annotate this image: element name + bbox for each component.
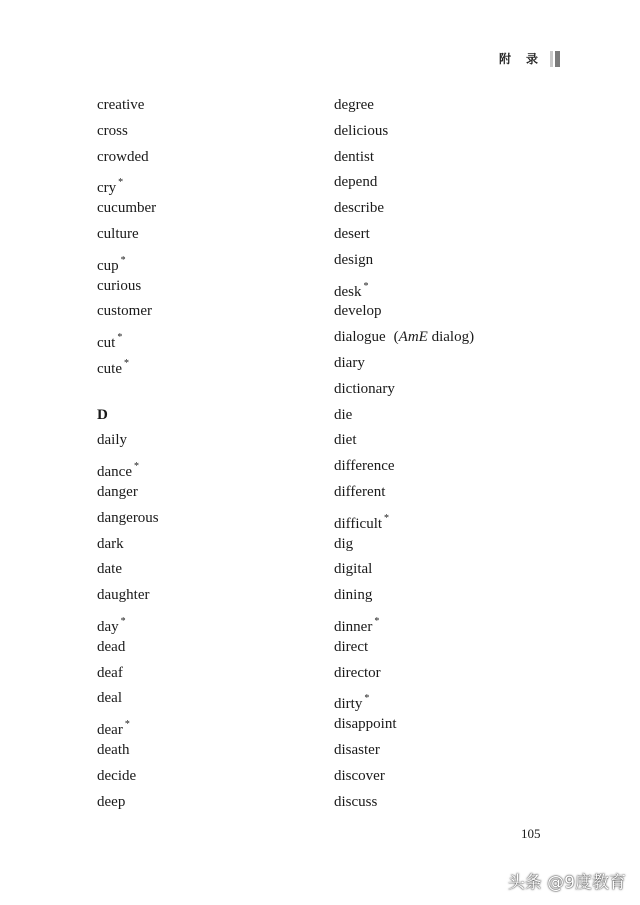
word-entry <box>334 557 564 583</box>
word-text: dance <box>97 464 132 481</box>
word-entry <box>334 119 564 145</box>
page-header <box>499 50 560 67</box>
word-text: disappoint <box>334 716 397 733</box>
word-entry <box>97 506 327 532</box>
word-text: cry <box>97 180 117 197</box>
word-text: deaf <box>97 664 123 681</box>
section-letter <box>97 403 327 429</box>
word-entry <box>334 93 564 119</box>
star-mark: * <box>120 254 126 266</box>
word-entry <box>97 583 327 609</box>
word-text: dinner <box>334 618 373 635</box>
star-mark: * <box>124 719 130 731</box>
watermark: 头条 @9度教育 <box>507 873 626 893</box>
word-text: depend <box>334 174 378 191</box>
word-entry <box>334 790 564 816</box>
star-mark: * <box>384 512 390 524</box>
word-text: daughter <box>97 587 150 604</box>
word-text: director <box>334 664 381 681</box>
word-text: difficult <box>334 515 383 532</box>
word-text: danger <box>97 483 138 500</box>
word-text: customer <box>97 303 152 320</box>
word-entry <box>334 274 564 300</box>
word-text: dialogue <box>334 329 386 346</box>
word-entry <box>97 274 327 300</box>
word-entry <box>334 248 564 274</box>
star-mark: * <box>374 615 380 627</box>
word-text: cucumber <box>97 200 157 217</box>
word-entry <box>334 299 564 325</box>
word-text: decide <box>97 767 137 784</box>
word-entry <box>334 661 564 687</box>
word-entry <box>334 145 564 171</box>
word-entry <box>334 506 564 532</box>
word-entry <box>97 119 327 145</box>
word-entry <box>97 351 327 377</box>
word-entry <box>97 93 327 119</box>
word-text: discover <box>334 767 385 784</box>
word-entry <box>97 635 327 661</box>
word-entry <box>97 480 327 506</box>
word-text: desk <box>334 283 362 300</box>
word-entry <box>334 351 564 377</box>
word-entry <box>97 686 327 712</box>
word-text: desert <box>334 225 370 242</box>
word-entry <box>97 248 327 274</box>
word-text: culture <box>97 225 139 242</box>
word-entry <box>97 377 327 403</box>
word-text: dark <box>97 535 124 552</box>
word-entry <box>334 583 564 609</box>
word-text: diet <box>334 432 357 449</box>
word-text: design <box>334 251 374 268</box>
word-text: delicious <box>334 122 389 139</box>
word-text: describe <box>334 200 384 217</box>
word-text: dining <box>334 587 373 604</box>
word-text: dictionary <box>334 380 395 397</box>
word-text: crowded <box>97 148 149 165</box>
word-text: deal <box>97 690 122 707</box>
word-entry <box>97 145 327 171</box>
word-entry <box>334 428 564 454</box>
word-entry <box>97 196 327 222</box>
word-entry <box>97 790 327 816</box>
header-label: 附 录 <box>498 52 544 66</box>
star-mark: * <box>123 357 129 369</box>
word-text: day <box>97 618 119 635</box>
word-entry <box>334 480 564 506</box>
word-entry <box>334 403 564 429</box>
word-entry <box>97 557 327 583</box>
word-entry <box>97 738 327 764</box>
star-mark: * <box>364 693 370 705</box>
word-entry <box>97 222 327 248</box>
header-bar-mark <box>550 51 560 67</box>
word-text: degree <box>334 97 374 113</box>
page-number: 105 <box>521 826 541 841</box>
word-text: death <box>97 741 130 758</box>
star-mark: * <box>118 177 124 189</box>
word-text: die <box>334 406 353 423</box>
word-entry <box>334 222 564 248</box>
word-entry <box>97 764 327 790</box>
word-text: dentist <box>334 148 374 165</box>
word-entry <box>334 686 564 712</box>
word-text: date <box>97 561 122 578</box>
word-entry <box>97 170 327 196</box>
word-text: dangerous <box>97 509 159 526</box>
word-text: D <box>97 406 108 423</box>
word-entry <box>334 712 564 738</box>
word-entry <box>97 454 327 480</box>
word-text: deep <box>97 793 126 810</box>
star-mark: * <box>117 332 123 344</box>
word-text: diary <box>334 354 365 371</box>
word-text: discuss <box>334 793 378 810</box>
word-text: direct <box>334 638 369 655</box>
word-entry <box>97 532 327 558</box>
word-text: cross <box>97 122 128 139</box>
word-entry <box>334 764 564 790</box>
word-text: curious <box>97 277 142 294</box>
word-text: develop <box>334 303 382 320</box>
word-text: dirty <box>334 696 363 713</box>
left-word-column <box>97 93 327 815</box>
star-mark: * <box>120 615 126 627</box>
word-entry <box>97 428 327 454</box>
word-entry <box>334 532 564 558</box>
word-entry <box>334 738 564 764</box>
star-mark: * <box>133 461 139 473</box>
word-text: cut <box>97 335 116 352</box>
word-entry <box>97 661 327 687</box>
word-entry <box>97 712 327 738</box>
word-text: dig <box>334 535 354 552</box>
word-entry <box>97 609 327 635</box>
star-mark: * <box>363 280 369 292</box>
right-word-column <box>334 93 564 815</box>
word-entry <box>97 299 327 325</box>
word-entry <box>334 377 564 403</box>
word-text: dear <box>97 722 123 739</box>
word-entry <box>334 196 564 222</box>
word-entry <box>334 635 564 661</box>
word-text: dead <box>97 638 126 655</box>
word-text: daily <box>97 432 127 449</box>
word-entry <box>334 325 564 351</box>
word-text: creative <box>97 97 145 113</box>
word-text: digital <box>334 561 373 578</box>
word-text: difference <box>334 458 395 475</box>
word-text: cup <box>97 257 119 274</box>
word-text: cute <box>97 360 122 377</box>
word-entry <box>97 325 327 351</box>
word-text: disaster <box>334 741 380 758</box>
word-entry <box>334 170 564 196</box>
word-entry <box>334 609 564 635</box>
word-entry <box>334 454 564 480</box>
variant-note: (AmE dialog) <box>393 329 475 346</box>
word-text: different <box>334 483 386 500</box>
